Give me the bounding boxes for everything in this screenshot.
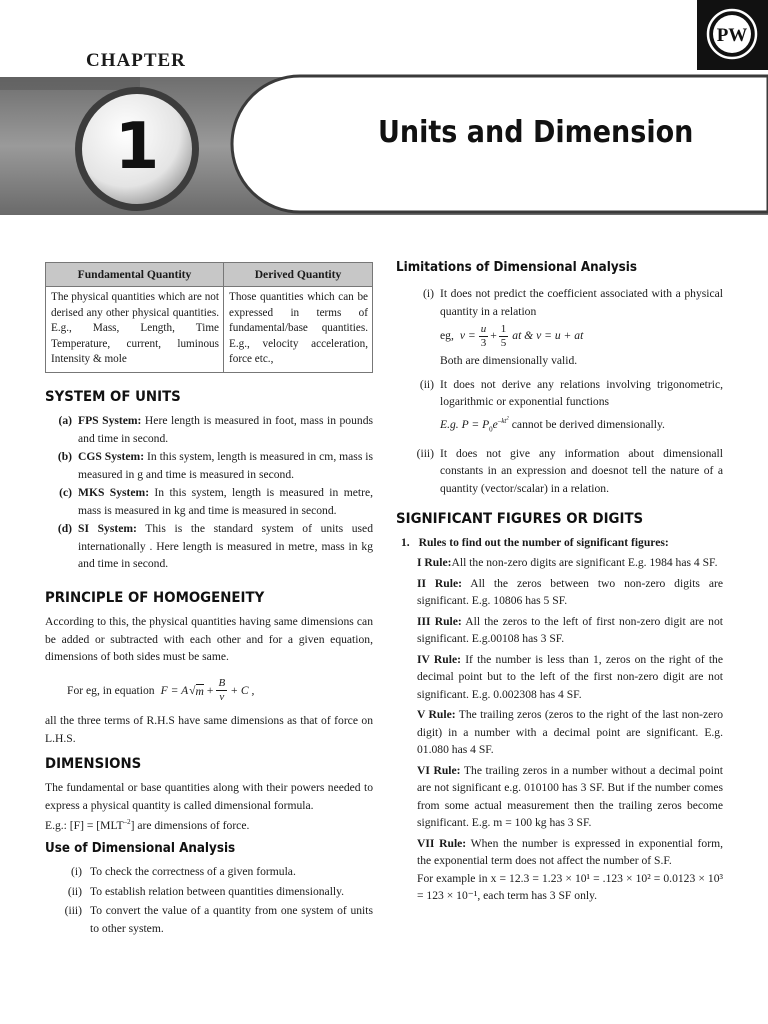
table-header-fundamental: Fundamental Quantity xyxy=(46,263,224,287)
example-exponent-power: 2 xyxy=(506,416,509,422)
plus-sign: + xyxy=(206,683,214,697)
list-label: (c) xyxy=(59,486,72,499)
list-text: It does not give any information about dimensionall constants in an expression and doesnot tell the nature of a quantity (vector/scalar) in a relation. xyxy=(440,446,723,495)
rule-text: All the non-zero digits are significant E.g. 1984 has 4 SF. xyxy=(451,556,718,569)
example-text-end: cannot be derived dimensionally. xyxy=(508,417,665,431)
equation-tail: + C , xyxy=(230,683,255,697)
list-label: (a) xyxy=(58,414,72,427)
fraction-numerator: B xyxy=(218,677,226,689)
system-of-units-heading: SYSTEM OF UNITS xyxy=(45,389,181,405)
rule-text: All the zeros between two non-zero digits are significant. E.g. 10806 has 5 SF. xyxy=(417,576,723,607)
limitations-heading: Limitations of Dimensional Analysis xyxy=(396,260,637,275)
equation-tail: at & v = u + at xyxy=(512,329,584,343)
example-e: e xyxy=(492,417,498,431)
dimensions-paragraph: The fundamental or base quantities along with their powers needed to express a physical quantity is called dimensional formula. xyxy=(45,781,373,812)
equation-prefix: For eg, in equation xyxy=(67,683,155,697)
rule-text: All the zeros to the left of first non-zero digit are not significant. E.g.00108 has 3 SF. xyxy=(417,614,723,645)
quantity-table xyxy=(45,262,373,373)
system-name: FPS System: xyxy=(78,414,142,427)
list-label: (i) xyxy=(71,865,82,878)
rule-name: II Rule: xyxy=(417,576,462,590)
system-of-units-list xyxy=(52,412,373,573)
limitations-list xyxy=(396,285,723,497)
rule-item xyxy=(417,554,723,572)
rule-text: When the number is expressed in exponential form, the exponential term does not affect the number of S.F. xyxy=(417,836,723,867)
list-label: (d) xyxy=(57,522,72,535)
pw-logo-icon xyxy=(697,0,768,70)
list-text: It does not derive any relations involving trigonometric, logarithmic or exponential functions xyxy=(440,377,723,408)
rule-item xyxy=(417,706,723,759)
sigfig-rules xyxy=(417,554,723,905)
fraction-1-over-5 xyxy=(499,323,509,350)
list-item xyxy=(52,448,373,483)
system-description: Here length is measured in foot, mass in pounds and time in second. xyxy=(78,414,374,445)
rule-text: If the number is less than 1, zeros on the right of the decimal point but to the left of the first non-zero digit are not significant. E.g. 0.002308 has 4 SF. xyxy=(417,652,724,701)
dimensions-heading: DIMENSIONS xyxy=(45,756,142,772)
rule-text: The trailing zeros in a number without a decimal point are not significant e.g. 010100 has 3 SF. But if the number comes from some actual measurement then the trailing zeros become significant. E.g. m = 100 kg has 3 SF. xyxy=(417,763,723,829)
rule-name: III Rule: xyxy=(417,614,462,628)
system-name: SI System: xyxy=(78,522,137,535)
table-header-derived: Derived Quantity xyxy=(224,263,373,287)
table-cell-fundamental: The physical quantities which are not derised any other physical quantities. E.g., Mass, Length, Time Temperature, current, luminous Intensity & mole xyxy=(46,287,224,373)
homogeneity-paragraph: According to this, the physical quantities having same dimensions can be added or subtracted with each other and for a given equation, dimensions of both sides must be same. xyxy=(45,615,373,663)
list-text: To convert the value of a quantity from one system of units to other system. xyxy=(90,904,373,935)
list-item xyxy=(52,520,373,573)
list-item xyxy=(396,376,723,411)
rule-item xyxy=(417,613,723,648)
rule-name: I Rule: xyxy=(417,556,452,569)
example-text-end: ] are dimensions of force. xyxy=(130,818,250,832)
fraction-denominator: 5 xyxy=(500,336,507,349)
example-text: E.g. P = P xyxy=(440,417,490,431)
list-label: (iii) xyxy=(64,904,82,917)
list-item xyxy=(52,863,373,881)
fraction-numerator: u xyxy=(480,322,487,335)
fraction xyxy=(216,677,227,704)
system-name: MKS System: xyxy=(78,486,150,499)
equation-v: v = xyxy=(459,329,476,343)
fraction-denominator: 3 xyxy=(480,336,487,349)
sigfig-intro xyxy=(401,534,723,552)
valid-note: Both are dimensionally valid. xyxy=(440,354,578,367)
list-item xyxy=(396,445,723,498)
list-label: (b) xyxy=(57,450,72,463)
list-label: (i) xyxy=(423,287,434,300)
table-cell-derived: Those quantities which can be expressed in terms of fundamental/base quantities. E.g., velocity acceleration, force etc., xyxy=(224,287,373,373)
system-description: In this system, length is measured in metre, mass is measured in kg and time is measured in second. xyxy=(78,486,373,517)
list-text: It does not predict the coefficient associated with a physical quantity in a relation xyxy=(440,287,723,318)
eg-label: eg, xyxy=(440,329,454,343)
rule-item xyxy=(417,762,723,832)
example-exponent: –kt xyxy=(497,416,507,425)
list-item xyxy=(52,484,373,519)
use-heading: Use of Dimensional Analysis xyxy=(45,841,236,856)
rule-item xyxy=(417,575,723,610)
use-list xyxy=(52,863,373,937)
rule-name: VI Rule: xyxy=(417,763,461,777)
list-label: (ii) xyxy=(419,377,434,391)
fraction-u-over-3 xyxy=(479,323,489,350)
rule-name: VII Rule: xyxy=(417,836,467,850)
plus-sign: + xyxy=(490,329,497,343)
rule-text: The trailing zeros (zeros to the right of the last non-zero digit) in a number with a decimal point are significant. E.g. 01.080 has 4 SF. xyxy=(417,708,723,756)
example-text: E.g.: [F] = [MLT xyxy=(45,818,124,832)
example-exponent: –2 xyxy=(123,818,131,826)
system-name: CGS System: xyxy=(78,450,145,463)
chapter-title: Units and Dimension xyxy=(378,115,694,150)
rule-name: IV Rule: xyxy=(417,652,461,666)
homogeneity-conclusion: all the three terms of R.H.S have same dimensions as that of force on L.H.S. xyxy=(45,714,373,745)
sigfig-intro-text: Rules to find out the number of significant figures: xyxy=(418,536,669,549)
rule-item xyxy=(417,835,723,870)
system-description: This is the standard system of units used internationally . Here length is measured in metre, mass in kg and time in second. xyxy=(78,522,373,570)
sigfig-intro-number: 1. xyxy=(401,536,410,549)
example-subscript: 0 xyxy=(489,425,493,433)
rule-item xyxy=(417,651,723,704)
rule-name: V Rule: xyxy=(417,708,456,721)
list-label: (ii) xyxy=(67,884,82,898)
list-item xyxy=(396,285,723,320)
sigfig-heading: SIGNIFICANT FIGURES OR DIGITS xyxy=(396,511,644,527)
list-item xyxy=(52,412,373,447)
limitations-equation xyxy=(396,320,723,352)
list-text: To establish relation between quantities dimensionally. xyxy=(90,884,345,898)
logo-text: PW xyxy=(716,25,748,46)
list-label: (iii) xyxy=(416,446,434,460)
dimensions-example xyxy=(45,814,373,834)
homogeneity-equation xyxy=(67,677,373,704)
rule-example: For example in x = 12.3 = 1.23 × 10¹ = .123 × 10² = 0.0123 × 10³ = 123 × 10⁻¹, each term has 3 SF only. xyxy=(417,871,723,902)
exponential-example xyxy=(396,411,723,439)
fraction-numerator: 1 xyxy=(500,322,507,335)
list-item xyxy=(52,883,373,901)
fraction-denominator: v xyxy=(219,691,225,703)
homogeneity-heading: PRINCIPLE OF HOMOGENEITY xyxy=(45,590,265,606)
equation-lhs: F = A xyxy=(160,683,189,697)
chapter-label: CHAPTER xyxy=(86,50,186,71)
system-description: In this system, length is measured in cm, mass is measured in g and time is measured in second. xyxy=(78,450,373,481)
list-text: To check the correctness of a given formula. xyxy=(90,865,296,878)
pw-logo xyxy=(697,0,768,70)
sqrt-radicand: m xyxy=(195,684,204,698)
list-item xyxy=(52,902,373,937)
chapter-number: 1 xyxy=(114,110,160,184)
sqrt-sign: √ xyxy=(189,683,196,697)
